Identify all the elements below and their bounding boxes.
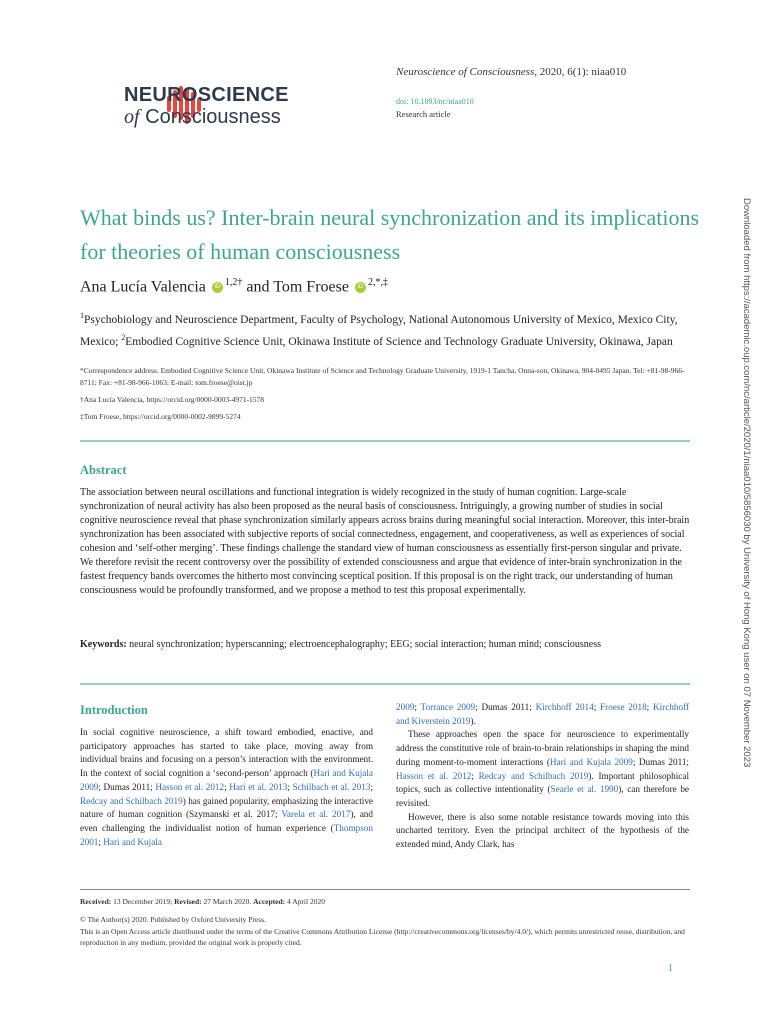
abstract-text: The association between neural oscillations and functional integration is widely recognized in the study of human cognition. Large-scale synchronization of neural activity has also been proposed as the neural basis of consciousness. Intriguingly, a growing number of studies in social cognitive neuroscience reveal that phase synchronization similarly appears across brains during meaningful social interaction. Moreover, this inter-brain synchronization has been associated with subjective reports of social connectedness, engagement, and cooperativeness, as well as experiences of social cohesion and ‘self-other merging’. These findings challenge the standard view of human consciousness as essentially first-person singular and private. We therefore revisit the recent controversy over the possibility of extended consciousness and argue that evidence of inter-brain synchronization in the fastest frequency bands overcomes the hitherto most convincing sceptical position. If this proposal is on the right track, our understanding of human consciousness would be profoundly transformed, and we propose a method to test this proposal experimentally. bbox=[80, 487, 690, 596]
logo-title: NEUROSCIENCE bbox=[124, 84, 289, 106]
orcid-icon[interactable]: iD bbox=[355, 282, 366, 293]
paragraph: In social cognitive neuroscience, a shift toward embodied, enactive, and participatory approaches has started to take place, moving away from individual brains and focusing on a person’s interaction with the environment. In the context of social cognition a ‘second-person’ approach (Hari and Kujala 2009; Dumas 2011; Hasson et al. 2012; Hari et al. 2013; Schilbach et al. 2013; Redcay and Schilbach 2019) has gained popularity, emphasizing the interactive nature of human cognition (Szymanski et al. 2017; Varela et al. 2017), and even challenging the individualist notion of human experience (Thompson 2001; Hari and Kujala bbox=[80, 727, 373, 847]
orcid-note-1: †Ana Lucía Valencia, https://orcid.org/0000-0003-4971-1578 bbox=[80, 395, 265, 404]
citation-link[interactable]: Hari and Kujala 2009 bbox=[549, 756, 633, 767]
citation-link[interactable]: Kirchhoff 2014 bbox=[535, 702, 594, 712]
citation-link[interactable]: Searle et al. 1990 bbox=[550, 784, 619, 795]
citation-link[interactable]: Varela et al. 2017 bbox=[281, 809, 351, 820]
keywords: Keywords: neural synchronization; hyperscanning; electroencephalography; EEG; social interaction; human mind; consciousness bbox=[80, 639, 601, 650]
article-type: Research article bbox=[396, 109, 451, 119]
introduction-heading: Introduction bbox=[80, 703, 148, 717]
citation-link[interactable]: Hari and Kujala bbox=[103, 836, 162, 847]
correspondence-note: *Correspondence address. Embodied Cognitive Science Unit, Okinawa Institute of Science and Technology Graduate University, 1919-1 Tancha, Onna-son, Okinawa, 904-0495 Japan. Tel: +81-98-966-8711; Fax: +81-98-966-1063; E-mail: tom.froese@oist.jp bbox=[80, 366, 685, 387]
section-divider bbox=[80, 683, 690, 685]
paragraph: These approaches open the space for neuroscience to experimentally address the constitutive role of brain-to-brain relationships in shaping the mind during moment-to-moment interactions (Hari and Kujala 2009; Dumas 2011; Hasson et al. 2012; Redcay and Schilbach 2019). Important philosophical topics, such as collective intentionality (Searle et al. 1990), can therefore be revisited. bbox=[396, 729, 689, 808]
page-number: 1 bbox=[668, 963, 673, 974]
article-title: What binds us? Inter-brain neural synchronization and its implications for theories of human consciousness bbox=[80, 205, 700, 264]
publication-dates: Received: 13 December 2019; Revised: 27 March 2020. Accepted: 4 April 2020 bbox=[80, 897, 325, 906]
citation-link[interactable]: Kirchhoff and Kiverstein 2019 bbox=[396, 702, 690, 726]
paragraph: 2009; Torrance 2009; Dumas 2011; Kirchhoff 2014; Froese 2018; Kirchhoff and Kiverstein 2019). bbox=[396, 702, 690, 726]
body-column-left bbox=[80, 726, 373, 849]
citation-link[interactable]: Redcay and Schilbach 2019 bbox=[80, 795, 183, 806]
download-stamp: Downloaded from https://academic.oup.com/nc/article/2020/1/niaa010/5856030 by University of Hong Kong user on 07 November 2023 bbox=[741, 198, 752, 768]
paragraph: However, there is also some notable resistance towards moving into this uncharted territory. Even the principal architect of the hypothesis of the extended mind, Andy Clark, has bbox=[396, 811, 689, 850]
citation-link[interactable]: Hasson et al. 2012 bbox=[396, 770, 472, 781]
author-name: Ana Lucía Valencia bbox=[80, 278, 206, 296]
section-divider bbox=[80, 440, 690, 442]
orcid-icon[interactable]: iD bbox=[212, 282, 223, 293]
author-name: Tom Froese bbox=[273, 278, 349, 296]
citation-link[interactable]: Redcay and Schilbach 2019 bbox=[478, 770, 589, 781]
doi-link[interactable]: doi: 10.1093/nc/niaa010 bbox=[396, 97, 474, 106]
citation-link[interactable]: 2009 bbox=[396, 702, 415, 712]
abstract-heading: Abstract bbox=[80, 463, 127, 477]
logo-subtitle: of Consciousness bbox=[124, 106, 281, 128]
affiliations: $^1$Psychobiology and Neuroscience Department, Faculty of Psychology, National Autonomous University of Mexico, Mexico City, Mexico; $^2$Embodied Cognitive Science Unit, Okinawa Institute of Science and Technology Graduate University, Okinawa, Japan bbox=[80, 311, 678, 348]
citation-link[interactable]: Torrance 2009 bbox=[420, 702, 476, 712]
orcid-note-2: ‡Tom Froese, https://orcid.org/0000-0002-9899-5274 bbox=[80, 412, 241, 421]
license-text: This is an Open Access article distributed under the terms of the Creative Commons Attribution License (http://creativecommons.org/licenses/by/4.0/), which permits unrestricted reuse, distribution, and reproduction in any medium, provided the original work is properly cited. bbox=[80, 927, 685, 947]
journal-citation: Neuroscience of Consciousness, 2020, 6(1): niaa010 bbox=[396, 66, 627, 78]
footer-divider bbox=[80, 889, 690, 890]
citation-link[interactable]: Hari et al. 2013 bbox=[229, 781, 288, 792]
citation-link[interactable]: Hasson et al. 2012 bbox=[155, 781, 225, 792]
copyright: © The Author(s) 2020. Published by Oxford University Press. bbox=[80, 915, 266, 924]
citation-link[interactable]: Froese 2018 bbox=[600, 702, 647, 712]
body-column-right bbox=[396, 701, 689, 852]
author-list: Ana Lucía Valencia iD $^{1,2\dagger}$ and Tom Froese iD $^{2,*,\ddagger}$ bbox=[80, 277, 388, 296]
citation-link[interactable]: Schilbach et al. 2013 bbox=[292, 781, 371, 792]
citation-link[interactable]: Thompson 2001 bbox=[80, 822, 373, 847]
citation-link[interactable]: Hari and Kujala 2009 bbox=[80, 768, 373, 792]
download-stamp-wrap bbox=[741, 198, 768, 768]
